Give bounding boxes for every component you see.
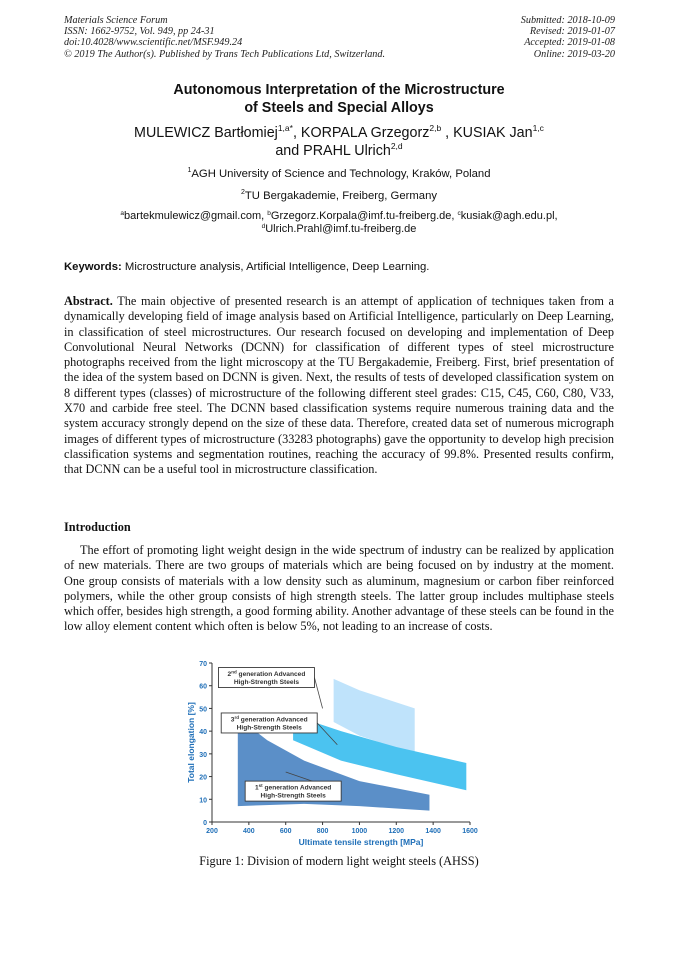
copyright-line: © 2019 The Author(s). Published by Trans Tech Publications Ltd, Switzerland. <box>64 48 386 60</box>
y-tick-label: 20 <box>199 774 207 782</box>
annotation-text: generation Advanced <box>238 716 308 724</box>
figure-ahss-chart <box>180 656 490 852</box>
y-tick-label: 70 <box>199 661 207 668</box>
email-mark: b <box>267 210 271 217</box>
doi-line: doi:10.4028/www.scientific.net/MSF.949.24 <box>64 37 243 49</box>
affiliation-1 <box>0 168 678 181</box>
revised-date: Revised: 2019-01-07 <box>529 26 615 38</box>
title-line-1: Autonomous Interpretation of the Microstructure <box>173 82 505 98</box>
y-tick-label: 60 <box>199 683 207 691</box>
title-line-2: of Steels and Special Alloys <box>244 99 434 116</box>
author-affiliation-mark: 1,c <box>532 123 544 133</box>
annotation-text: generation Advanced <box>236 671 306 679</box>
annotation-line-2: High-Strength Steels <box>236 724 302 732</box>
email-mark: d <box>261 223 266 230</box>
x-tick-label: 1200 <box>388 828 405 835</box>
email-address: Ulrich.Prahl@imf.tu-freiberg.de <box>265 223 417 235</box>
author-separator: , <box>441 125 454 141</box>
annotation-line-2: High-Strength Steels <box>260 792 326 800</box>
x-tick-label: 200 <box>206 828 218 835</box>
annotation-line-2: High-Strength Steels <box>233 679 300 687</box>
author-name: KUSIAK Jan <box>453 125 533 141</box>
figure-caption: Figure 1: Division of modern light weight steels (AHSS) <box>199 854 479 868</box>
x-tick-label: 1000 <box>351 828 368 835</box>
y-tick-label: 10 <box>199 797 207 805</box>
x-tick-label: 800 <box>316 828 329 835</box>
x-axis-title: Ultimate tensile strength [MPa] <box>298 837 424 847</box>
author-separator: , <box>292 125 301 141</box>
annotation-line-1 <box>231 715 308 724</box>
annotation-text: generation Advanced <box>262 784 332 792</box>
authors-line-1 <box>0 125 678 143</box>
x-tick-label: 1600 <box>462 828 478 835</box>
author-name: MULEWICZ Bartłomiej <box>134 125 278 141</box>
issn-line: ISSN: 1662-9752, Vol. 949, pp 24-31 <box>64 26 215 38</box>
section-heading-introduction: Introduction <box>64 520 131 534</box>
authors-line-2 <box>0 140 678 161</box>
abstract-text: The main objective of presented research is an attempt of application of techniques taken from a dynamically developing field of image analysis based on Artificial Intelligence, particularly on Deep Learning, in classification of steel microstructures. Our research focused on developing and implementation of Deep Convolutional Neural Networks (DCNN) for classification of different types of steel microstructure photographs received from the light microscopy at the TU Bergakademie, Freiberg. First, brief presentation of the idea of the system based on DCNN is given. Next, the results of tests of developed classification system on 8 different types (classes) of microstructure of the following different steel grades: C15, C45, C60, C80, V33, X70 and carbide free steel. The DCNN based classification systems require numerous training data and the system accuracy strongly depend on the size of these data. Therefore, created data set of numerous micrograph images of different types of microstructure (33283 photographs) gave the opportunity to develop high precision classification systems and segmentation routines, reaching the accuracy of 99.8%. Presented results confirm, that DCNN can be a useful tool in microstructure classification. <box>64 294 614 477</box>
annotation-ordinal-suffix: st <box>258 783 263 789</box>
affiliation-text: TU Bergakademie, Freiberg, Germany <box>244 190 438 202</box>
author-affiliation-mark: 2,b <box>429 123 442 133</box>
keywords-label: Keywords: <box>64 261 122 273</box>
submitted-date: Submitted: 2018-10-09 <box>520 15 615 26</box>
chart-svg <box>180 656 490 852</box>
y-tick-label: 50 <box>199 706 207 714</box>
author-affiliation-mark: 2,d <box>390 140 403 151</box>
abstract <box>64 294 614 478</box>
author-affiliation-mark: 1,a* <box>277 123 293 133</box>
author-name: KORPALA Grzegorz <box>300 125 430 141</box>
y-tick-label: 30 <box>199 751 207 759</box>
author-emails <box>0 210 678 236</box>
x-tick-label: 400 <box>243 828 255 835</box>
annotation-ordinal: 2 <box>227 671 232 679</box>
email-address: Grzegorz.Korpala@imf.tu-freiberg.de, <box>270 210 458 222</box>
annotation-line-1 <box>228 670 306 679</box>
annotation-ordinal-suffix: rd <box>234 714 239 720</box>
affiliation-mark: 1 <box>187 167 192 174</box>
keywords-text: Microstructure analysis, Artificial Intelligence, Deep Learning. <box>124 261 430 273</box>
x-tick-label: 600 <box>279 828 292 835</box>
accepted-date: Accepted: 2019-01-08 <box>524 37 615 49</box>
x-tick-label: 1400 <box>425 828 441 835</box>
annotation-ordinal-suffix: nd <box>231 669 237 675</box>
journal-name: Materials Science Forum <box>64 15 168 26</box>
affiliation-mark: 2 <box>240 189 245 196</box>
journal-header-left <box>64 15 385 60</box>
annotation-ordinal: 1 <box>255 784 259 792</box>
journal-header-right <box>521 15 615 60</box>
email-mark: c <box>457 210 461 217</box>
paper-title <box>0 82 678 117</box>
email-address: kusiak@agh.edu.pl, <box>460 210 558 222</box>
y-tick-label: 0 <box>203 820 207 827</box>
introduction-paragraph: The effort of promoting light weight design in the wide spectrum of industry can be realized by application of new materials. There are two groups of materials which are being focused on by industry at the moment. One group consists of materials with a low density such as aluminum, magnesium or carbon fiber reinforced polymers, while the other group consists of high strength steels. The latter group includes multiphase steels which offer, besides high strength, a good forming ability. Another advantage of these steels can be found in the low alloy element content which often is below 5%, not leading to an increase of costs. <box>64 543 614 634</box>
online-date: Online: 2019-03-20 <box>533 48 615 60</box>
email-address: bartekmulewicz@gmail.com, <box>124 210 268 222</box>
abstract-label: Abstract. <box>64 294 113 308</box>
affiliation-2 <box>0 190 678 203</box>
y-tick-label: 40 <box>199 729 207 737</box>
emails-line-1 <box>0 210 678 223</box>
email-mark: a <box>120 210 125 217</box>
annotation-ordinal: 3 <box>230 716 235 724</box>
annotation-line-1 <box>255 783 331 792</box>
emails-line-2 <box>0 223 678 236</box>
annotation-leader <box>314 678 322 709</box>
y-axis-title: Total elongation [%] <box>186 702 196 783</box>
keywords <box>64 260 429 274</box>
author-list <box>0 125 678 160</box>
author-name: and PRAHL Ulrich <box>275 142 391 159</box>
affiliation-text: AGH University of Science and Technology, Kraków, Poland <box>191 168 491 180</box>
